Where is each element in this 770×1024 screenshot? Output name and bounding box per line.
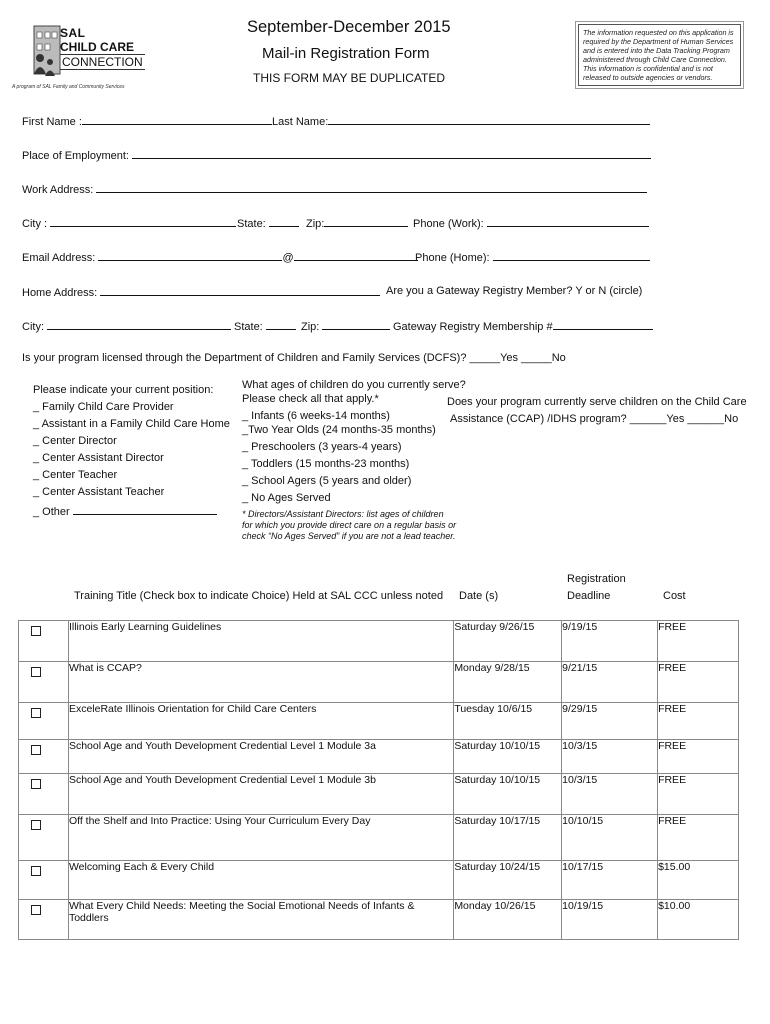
training-deadline: 10/10/15 — [562, 815, 658, 861]
training-deadline: 10/3/15 — [562, 774, 658, 815]
training-deadline: 9/19/15 — [562, 621, 658, 662]
checkbox-cell[interactable] — [19, 815, 69, 861]
table-row — [19, 861, 739, 900]
checkbox[interactable] — [31, 626, 41, 636]
training-date: Tuesday 10/6/15 — [454, 703, 562, 740]
state-label-1: State: — [237, 218, 266, 230]
col-header-cost: Cost — [663, 590, 686, 602]
zip-field-2[interactable] — [301, 319, 390, 333]
table-row — [19, 662, 739, 703]
first-name-label: First Name : — [22, 116, 82, 128]
age-option[interactable]: _ Preschoolers (3 years-4 years) — [242, 441, 402, 453]
age-option[interactable]: _ Infants (6 weeks-14 months) — [242, 410, 390, 422]
zip-line-1[interactable] — [324, 216, 408, 227]
city-line-2[interactable] — [47, 319, 231, 330]
state-field-1[interactable] — [237, 216, 299, 230]
training-date: Monday 10/26/15 — [454, 900, 562, 940]
city-label-1: City : — [22, 218, 48, 230]
training-date: Saturday 10/10/15 — [454, 774, 562, 815]
gateway-membership-field[interactable] — [393, 319, 653, 333]
training-title: Illinois Early Learning Guidelines — [68, 621, 453, 662]
training-cost: FREE — [658, 815, 739, 861]
city-field-2[interactable] — [22, 319, 231, 333]
ages-footnote-3: check “No Ages Served” if you are not a lead teacher. — [242, 531, 456, 541]
table-row — [19, 703, 739, 740]
first-name-field[interactable] — [22, 114, 272, 128]
first-name-line[interactable] — [82, 114, 272, 125]
checkbox-cell[interactable] — [19, 703, 69, 740]
ages-heading: What ages of children do you currently serve? — [242, 379, 466, 391]
last-name-field[interactable] — [272, 114, 650, 128]
training-title: School Age and Youth Development Credential Level 1 Module 3a — [68, 740, 453, 774]
training-date: Saturday 10/24/15 — [454, 861, 562, 900]
training-deadline: 10/17/15 — [562, 861, 658, 900]
checkbox[interactable] — [31, 708, 41, 718]
checkbox[interactable] — [31, 820, 41, 830]
sal-logo — [12, 18, 143, 94]
col-header-deadline-1: Registration — [567, 573, 626, 585]
table-row — [19, 774, 739, 815]
zip-label-1: Zip: — [306, 218, 325, 230]
training-title-cell — [68, 900, 453, 940]
position-option[interactable]: _ Assistant in a Family Child Care Home — [33, 418, 230, 430]
logo-line-2: CHILD CARE — [60, 40, 134, 54]
logo-line-3: CONNECTION — [62, 55, 143, 69]
checkbox-cell[interactable] — [19, 621, 69, 662]
checkbox-cell[interactable] — [19, 740, 69, 774]
training-date: Saturday 9/26/15 — [454, 621, 562, 662]
training-cost: FREE — [658, 774, 739, 815]
col-header-title: Training Title (Check box to indicate Choice) Held at SAL CCC unless noted — [74, 590, 444, 602]
logo-tagline: A program of SAL Family and Community Services — [12, 84, 125, 90]
phone-home-label: Phone (Home): — [415, 252, 490, 264]
dcfs-licensed-question: Is your program licensed through the Department of Children and Family Services (DCFS)? _____Yes _____No — [22, 352, 566, 364]
col-header-date: Date (s) — [459, 590, 499, 602]
training-cost: $15.00 — [658, 861, 739, 900]
training-date: Monday 9/28/15 — [454, 662, 562, 703]
position-option[interactable]: _ Center Teacher — [33, 469, 118, 481]
checkbox-cell[interactable] — [19, 662, 69, 703]
confidentiality-notice: The information requested on this application is required by the Department of Human Services and is entered into the Data Tracking Program administered through Child Care Connection. This information is confidential and is not released to outside agencies or vendors. — [578, 24, 741, 86]
email-line-user[interactable] — [98, 250, 282, 261]
email-label: Email Address: — [22, 252, 96, 264]
training-title: ExceleRate Illinois Orientation for Child Care Centers — [68, 703, 453, 740]
other-label: _ Other — [33, 506, 70, 518]
home-address-label: Home Address: — [22, 287, 98, 299]
training-deadline: 9/21/15 — [562, 662, 658, 703]
state-line-1[interactable] — [269, 216, 299, 227]
position-heading: Please indicate your current position: — [33, 384, 214, 396]
position-option[interactable]: _ Center Director — [33, 435, 117, 447]
training-date: Saturday 10/10/15 — [454, 740, 562, 774]
home-address-line[interactable] — [100, 285, 380, 296]
employment-line[interactable] — [132, 148, 651, 159]
training-title-continued: Toddlers — [68, 912, 109, 924]
training-deadline: 9/29/15 — [562, 703, 658, 740]
home-address-field[interactable] — [22, 285, 380, 299]
training-title: What is CCAP? — [68, 662, 453, 703]
other-line[interactable] — [73, 504, 217, 515]
ccap-question: Does your program currently serve children on the Child Care — [447, 396, 747, 408]
work-address-field[interactable] — [22, 182, 647, 196]
training-cost: FREE — [658, 703, 739, 740]
state-label-2: State: — [234, 321, 263, 333]
checkbox-cell[interactable] — [19, 900, 69, 940]
state-field-2[interactable] — [234, 319, 296, 333]
last-name-line[interactable] — [328, 114, 650, 125]
table-row — [19, 621, 739, 662]
checkbox[interactable] — [31, 905, 41, 915]
checkbox[interactable] — [31, 779, 41, 789]
gateway-membership-label: Gateway Registry Membership # — [393, 321, 553, 333]
checkbox-cell[interactable] — [19, 861, 69, 900]
checkbox[interactable] — [31, 866, 41, 876]
zip-line-2[interactable] — [322, 319, 390, 330]
training-cost: FREE — [658, 621, 739, 662]
zip-field-1[interactable] — [306, 216, 408, 230]
phone-home-line[interactable] — [493, 250, 650, 261]
email-line-domain[interactable] — [294, 250, 418, 261]
training-deadline: 10/19/15 — [562, 900, 658, 940]
checkbox[interactable] — [31, 667, 41, 677]
table-row — [19, 900, 739, 940]
age-option[interactable]: _ No Ages Served — [242, 492, 331, 504]
checkbox-cell[interactable] — [19, 774, 69, 815]
logo-line-1: SAL — [60, 26, 86, 40]
age-option[interactable]: _Two Year Olds (24 months-35 months) — [242, 424, 436, 436]
position-option-other[interactable] — [33, 504, 217, 518]
ages-footnote-2: for which you provide direct care on a regular basis or — [242, 520, 457, 530]
state-line-2[interactable] — [266, 319, 296, 330]
training-title: Off the Shelf and Into Practice: Using Your Curriculum Every Day — [68, 815, 453, 861]
table-row — [19, 740, 739, 774]
phone-work-line[interactable] — [487, 216, 649, 227]
table-row — [19, 815, 739, 861]
employment-label: Place of Employment: — [22, 150, 129, 162]
position-option[interactable]: _ Center Assistant Teacher — [33, 486, 165, 498]
phone-work-field[interactable] — [413, 216, 649, 230]
age-option[interactable]: _ Toddlers (15 months-23 months) — [242, 458, 410, 470]
training-date: Saturday 10/17/15 — [454, 815, 562, 861]
training-table — [18, 620, 739, 940]
training-title: Welcoming Each & Every Child — [68, 861, 453, 900]
age-option[interactable]: _ School Agers (5 years and older) — [242, 475, 412, 487]
last-name-label: Last Name: — [272, 116, 329, 128]
training-title: School Age and Youth Development Credential Level 1 Module 3b — [68, 774, 453, 815]
ccap-answer[interactable]: Assistance (CCAP) /IDHS program? ______Yes ______No — [450, 413, 739, 425]
work-address-label: Work Address: — [22, 184, 94, 196]
position-option[interactable]: _ Center Assistant Director — [33, 452, 164, 464]
email-at-sign: @ — [282, 252, 294, 264]
gateway-member-question: Are you a Gateway Registry Member? Y or N (circle) — [386, 285, 643, 297]
gateway-membership-line[interactable] — [553, 319, 653, 330]
zip-label-2: Zip: — [301, 321, 320, 333]
phone-work-label: Phone (Work): — [413, 218, 484, 230]
work-address-line[interactable] — [96, 182, 647, 193]
duplicate-note: THIS FORM MAY BE DUPLICATED — [253, 71, 446, 85]
form-subtitle: Mail-in Registration Form — [262, 45, 430, 62]
email-field[interactable] — [22, 250, 418, 264]
city-label-2: City: — [22, 321, 44, 333]
city-field-1[interactable] — [22, 216, 236, 230]
checkbox[interactable] — [31, 745, 41, 755]
training-title: What Every Child Needs: Meeting the Social Emotional Needs of Infants & — [68, 900, 415, 912]
training-deadline: 10/3/15 — [562, 740, 658, 774]
city-line-1[interactable] — [50, 216, 236, 227]
col-header-deadline-2: Deadline — [567, 590, 611, 602]
training-cost: $10.00 — [658, 900, 739, 940]
employment-field[interactable] — [22, 148, 651, 162]
form-title: September-December 2015 — [247, 18, 451, 36]
phone-home-field[interactable] — [415, 250, 650, 264]
position-option[interactable]: _ Family Child Care Provider — [33, 401, 174, 413]
ages-instruction: Please check all that apply.* — [242, 393, 379, 405]
training-cost: FREE — [658, 740, 739, 774]
training-cost: FREE — [658, 662, 739, 703]
ages-footnote-1: * Directors/Assistant Directors: list ages of children — [242, 509, 444, 519]
